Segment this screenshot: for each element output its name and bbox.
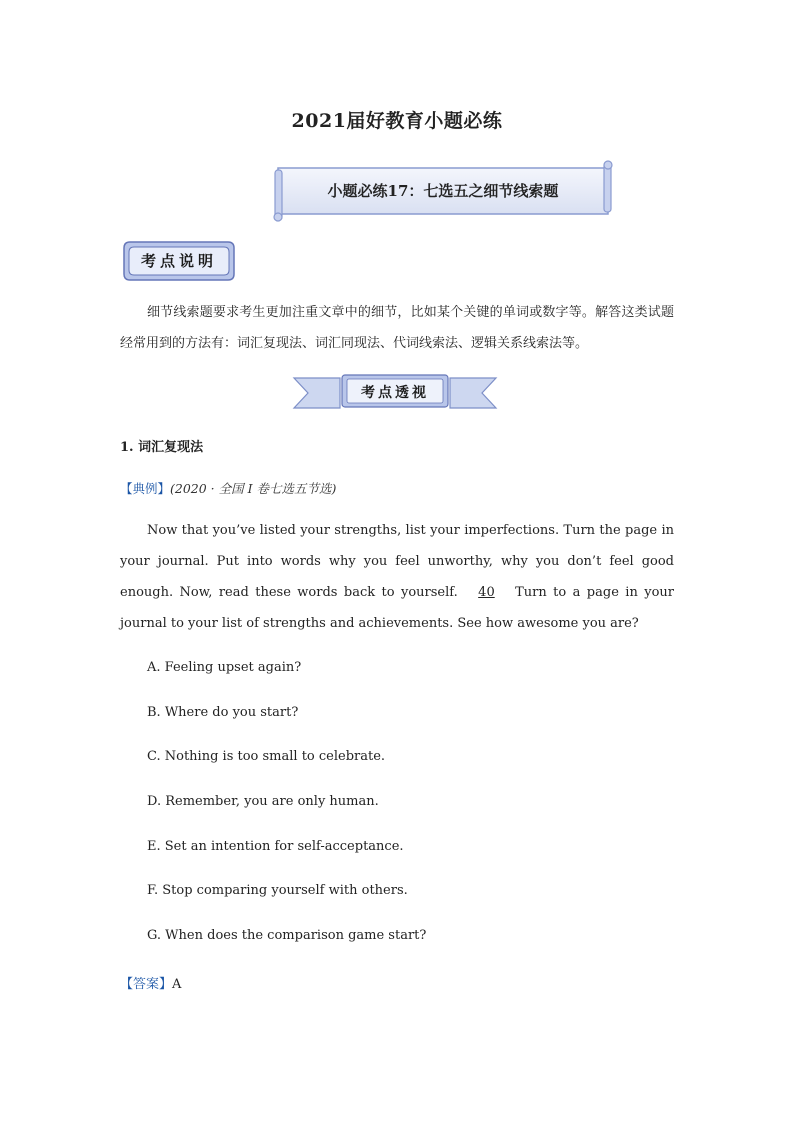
blank-number: 40: [478, 585, 495, 600]
badge-label: 考点说明: [140, 252, 217, 270]
option-f: F. Stop comparing yourself with others.: [147, 883, 408, 898]
example-tag: 【典例】: [120, 481, 171, 496]
document-title: 2021届好教育小题必练: [291, 110, 503, 132]
option-d: D. Remember, you are only human.: [147, 794, 379, 809]
subtitle-scroll-banner: [272, 160, 614, 222]
example-source: (2020 · 全国 I 卷七选五节选): [170, 481, 337, 496]
passage-part1: Now that you’ve listed your strengths, list your imperfections. Turn the page in your journal. Put into words why you feel unworthy, why you don’t feel good enough. Now, read these words back to yourself.: [120, 523, 674, 600]
option-b: B. Where do you start?: [147, 705, 299, 720]
option-g: G. When does the comparison game start?: [147, 928, 427, 943]
passage-part2: Turn to a page in your journal to your list of strengths and achievements. See how awesome you are?: [120, 585, 675, 631]
example-passage: [120, 515, 674, 639]
explanation-paragraph: 细节线索题要求考生更加注重文章中的细节，比如某个关键的单词或数字等。解答这类试题经常用到的方法有：词汇复现法、词汇同现法、代词线索法、逻辑关系线索法等。: [120, 305, 674, 351]
answer-line: [120, 973, 181, 992]
badge-label: 考点透视: [361, 385, 429, 401]
option-c: C. Nothing is too small to celebrate.: [147, 749, 386, 764]
method-heading: 1. 词汇复现法: [120, 440, 204, 455]
subtitle: 小题必练17：七选五之细节线索题: [327, 182, 559, 200]
answer-tag: 【答案】: [120, 977, 173, 992]
answer-value: A: [172, 977, 182, 992]
example-label: [120, 479, 336, 497]
section-badge-explanation: [120, 238, 238, 284]
option-a: A. Feeling upset again?: [147, 660, 302, 675]
option-e: E. Set an intention for self-acceptance.: [147, 839, 404, 854]
section-badge-insight: [292, 372, 498, 412]
